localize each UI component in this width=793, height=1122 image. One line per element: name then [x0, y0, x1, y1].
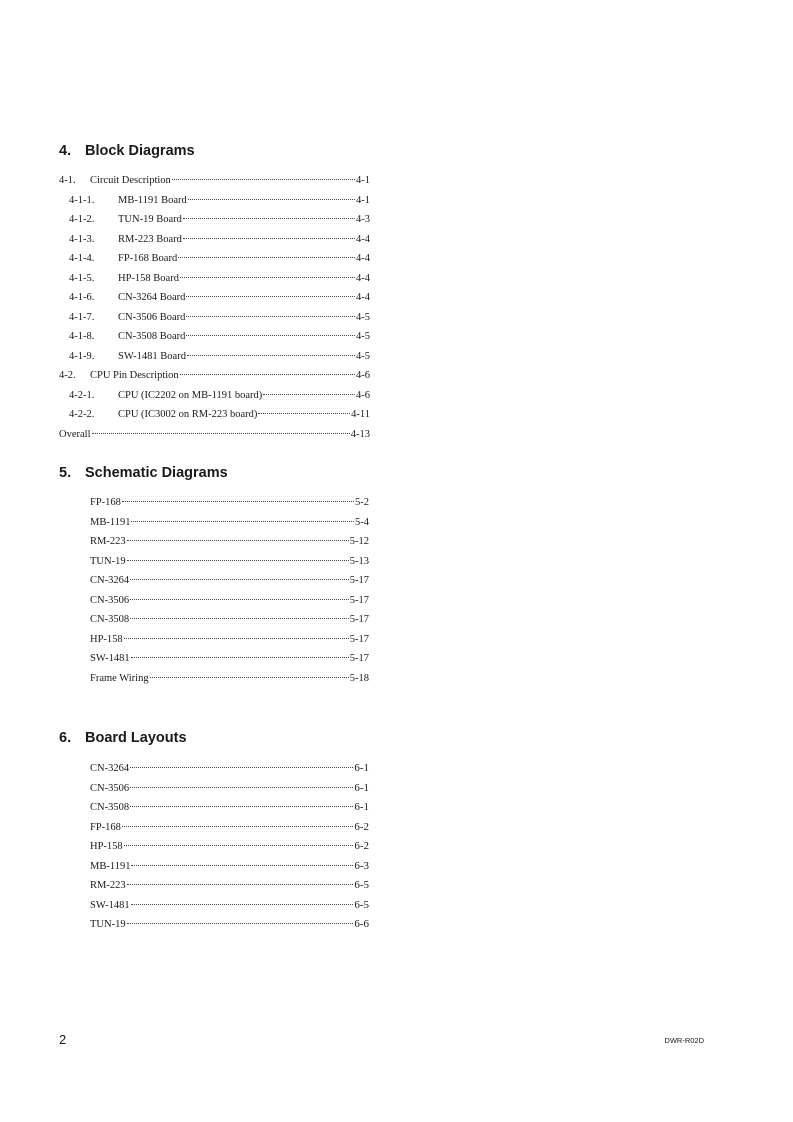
toc-entry-label: SW-1481 Board: [118, 350, 186, 362]
section-title: [59, 730, 369, 746]
toc-entry[interactable]: [90, 821, 369, 841]
toc-entry[interactable]: [90, 860, 369, 880]
toc-entry-page: 5-17: [349, 633, 369, 645]
toc-entry[interactable]: [90, 556, 369, 576]
toc-entry[interactable]: [90, 899, 369, 919]
toc-entry[interactable]: [90, 840, 369, 860]
toc-entry-page: 4-6: [356, 370, 370, 381]
section-title-text: Schematic Diagrams: [85, 465, 228, 481]
dot-leader: [183, 238, 355, 239]
dot-leader: [127, 560, 349, 561]
section-title: [59, 143, 370, 159]
toc-entry-label: TUN-19 Board: [118, 214, 182, 225]
toc-entry-label: HP-158 Board: [118, 272, 179, 284]
toc-entry[interactable]: [59, 234, 370, 254]
dot-leader: [186, 316, 355, 317]
dot-leader: [258, 413, 350, 414]
toc-entry[interactable]: [59, 253, 370, 273]
toc-entry-label: Overall: [59, 428, 91, 440]
toc-entry[interactable]: [59, 331, 370, 351]
section-title-text: Board Layouts: [85, 730, 187, 746]
dot-leader: [122, 501, 354, 502]
dot-leader: [180, 277, 355, 278]
toc-entry[interactable]: [59, 214, 370, 234]
toc-entry-label: CN-3508: [90, 614, 130, 625]
dot-leader: [180, 374, 355, 375]
section-title-text: Block Diagrams: [85, 143, 195, 159]
toc-entry-number: 4-2-1.: [69, 389, 95, 401]
toc-entry-label: CN-3264: [90, 763, 130, 774]
toc-entry-label: CPU (IC3002 on RM-223 board): [118, 409, 258, 420]
toc-list: [90, 762, 369, 938]
toc-entry-page: 4-4: [356, 253, 370, 264]
dot-leader: [122, 826, 353, 827]
section-number: 4.: [59, 143, 72, 159]
dot-leader: [263, 394, 355, 395]
toc-entry-page: 5-17: [349, 594, 369, 606]
toc-entry-label: MB-1191 Board: [118, 194, 187, 206]
toc-entry-page: 6-1: [354, 762, 369, 774]
section-board-layouts: [59, 730, 369, 938]
dot-leader: [130, 806, 353, 807]
toc-entry[interactable]: [90, 762, 369, 782]
toc-entry-label: CN-3506: [90, 782, 130, 794]
toc-entry-page: 4-5: [356, 311, 370, 323]
toc-entry-number: 4-1-7.: [69, 311, 95, 323]
toc-entry[interactable]: [90, 575, 369, 595]
toc-entry-number: 4-1-4.: [69, 253, 95, 264]
toc-entry[interactable]: [59, 429, 370, 449]
toc-entry-page: 4-1: [356, 175, 370, 186]
toc-entry-page: 6-5: [354, 898, 369, 911]
toc-entry-number: 4-2.: [59, 370, 76, 381]
toc-entry-label: HP-158: [90, 633, 123, 645]
toc-entry-page: 4-5: [356, 331, 370, 342]
toc-entry-page: 4-1: [356, 194, 370, 206]
section-number: 5.: [59, 465, 72, 481]
toc-entry-label: TUN-19: [90, 555, 126, 567]
toc-entry-label: FP-168: [90, 497, 121, 508]
toc-entry[interactable]: [59, 175, 370, 195]
toc-entry-page: 6-2: [354, 820, 369, 833]
toc-entry-label: MB-1191: [90, 516, 131, 528]
toc-entry-page: 4-6: [356, 389, 370, 401]
dot-leader: [127, 923, 354, 924]
toc-entry[interactable]: [90, 517, 369, 537]
page-number: 2: [59, 1032, 67, 1047]
toc-entry-label: FP-168: [90, 821, 121, 833]
toc-entry[interactable]: [90, 801, 369, 821]
toc-entry-label: CN-3264 Board: [118, 292, 186, 303]
toc-entry[interactable]: [90, 879, 369, 899]
toc-entry[interactable]: [59, 195, 370, 215]
section-block-diagrams: [59, 143, 370, 448]
toc-entry-page: 5-17: [349, 653, 369, 664]
toc-entry-number: 4-1-2.: [69, 214, 95, 225]
dot-leader: [127, 540, 349, 541]
toc-entry[interactable]: [90, 918, 369, 938]
toc-entry-label: Circuit Description: [90, 175, 171, 186]
dot-leader: [130, 767, 353, 768]
toc-entry-page: 5-17: [349, 575, 369, 586]
toc-entry-label: TUN-19: [90, 919, 126, 930]
toc-entry-number: 4-1-6.: [69, 292, 95, 303]
toc-entry-page: 4-4: [356, 292, 370, 303]
toc-entry-page: 5-12: [349, 536, 369, 547]
toc-list: [59, 175, 370, 448]
dot-leader: [130, 579, 349, 580]
toc-entry-label: RM-223 Board: [118, 233, 182, 245]
toc-list: [90, 497, 369, 692]
toc-entry-page: 4-5: [356, 350, 370, 362]
toc-entry-page: 6-5: [354, 879, 369, 891]
dot-leader: [187, 355, 355, 356]
toc-entry-page: 5-4: [355, 516, 369, 528]
toc-entry-page: 6-1: [354, 781, 369, 794]
toc-entry-label: CPU (IC2202 on MB-1191 board): [118, 389, 263, 401]
dot-leader: [131, 904, 354, 905]
dot-leader: [131, 865, 353, 866]
toc-entry-number: 4-2-2.: [69, 409, 95, 420]
toc-entry-page: 6-2: [354, 840, 369, 852]
toc-entry-page: 4-4: [356, 272, 370, 284]
toc-entry[interactable]: [59, 370, 370, 390]
toc-entry-page: 4-3: [356, 214, 370, 225]
toc-entry[interactable]: [90, 497, 369, 517]
dot-leader: [131, 521, 354, 522]
toc-entry-number: 4-1-3.: [69, 233, 95, 245]
toc-entry-label: MB-1191: [90, 860, 131, 872]
toc-entry-page: 5-2: [355, 497, 369, 508]
toc-entry[interactable]: [59, 409, 370, 429]
toc-entry-number: 4-1.: [59, 175, 76, 186]
toc-entry-label: CN-3508 Board: [118, 331, 186, 342]
toc-entry-page: 5-17: [349, 614, 369, 625]
toc-entry-label: SW-1481: [90, 653, 130, 664]
dot-leader: [130, 618, 349, 619]
toc-entry-page: 4-11: [351, 409, 370, 420]
dot-leader: [124, 845, 354, 846]
toc-entry[interactable]: [59, 273, 370, 293]
toc-entry-label: RM-223: [90, 880, 126, 891]
model-code: DWR-R02D: [664, 1036, 704, 1045]
toc-entry-label: CN-3506: [90, 594, 130, 606]
toc-entry-number: 4-1-5.: [69, 272, 95, 284]
toc-entry[interactable]: [90, 782, 369, 802]
toc-entry-number: 4-1-9.: [69, 350, 95, 362]
toc-entry-page: 4-13: [350, 428, 370, 440]
dot-leader: [131, 657, 349, 658]
toc-entry[interactable]: [90, 595, 369, 615]
dot-leader: [186, 296, 355, 297]
toc-entry-label: RM-223: [90, 536, 126, 547]
toc-entry-page: 6-3: [354, 859, 369, 872]
toc-entry-label: FP-168 Board: [118, 253, 178, 264]
toc-entry-label: HP-158: [90, 841, 123, 852]
toc-entry[interactable]: [90, 536, 369, 556]
toc-entry-label: SW-1481: [90, 899, 130, 911]
toc-entry-page: 5-13: [349, 555, 369, 567]
dot-leader: [183, 218, 355, 219]
dot-leader: [130, 787, 353, 788]
dot-leader: [130, 599, 349, 600]
toc-entry[interactable]: [59, 312, 370, 332]
dot-leader: [127, 884, 354, 885]
dot-leader: [92, 433, 350, 434]
toc-entry-page: 5-18: [349, 672, 369, 684]
toc-entry[interactable]: [59, 390, 370, 410]
dot-leader: [186, 335, 355, 336]
toc-entry[interactable]: [90, 634, 369, 654]
toc-entry[interactable]: [90, 673, 369, 693]
toc-entry-number: 4-1-8.: [69, 331, 95, 342]
section-schematic-diagrams: [59, 465, 369, 692]
dot-leader: [172, 179, 355, 180]
toc-entry[interactable]: [59, 351, 370, 371]
toc-entry-label: CN-3264: [90, 575, 130, 586]
dot-leader: [150, 677, 349, 678]
toc-entry-label: Frame Wiring: [90, 672, 149, 684]
toc-entry-label: CN-3508: [90, 802, 130, 813]
dot-leader: [124, 638, 349, 639]
section-title: [59, 465, 369, 481]
toc-entry-label: CPU Pin Description: [90, 370, 179, 381]
toc-entry-page: 6-6: [354, 918, 369, 930]
dot-leader: [188, 199, 355, 200]
toc-entry[interactable]: [90, 614, 369, 634]
dot-leader: [178, 257, 355, 258]
toc-entry[interactable]: [90, 653, 369, 673]
toc-entry-number: 4-1-1.: [69, 194, 95, 206]
toc-entry-page: 6-1: [354, 801, 369, 813]
section-number: 6.: [59, 730, 72, 746]
toc-entry-label: CN-3506 Board: [118, 311, 186, 323]
toc-entry[interactable]: [59, 292, 370, 312]
toc-entry-page: 4-4: [356, 233, 370, 245]
